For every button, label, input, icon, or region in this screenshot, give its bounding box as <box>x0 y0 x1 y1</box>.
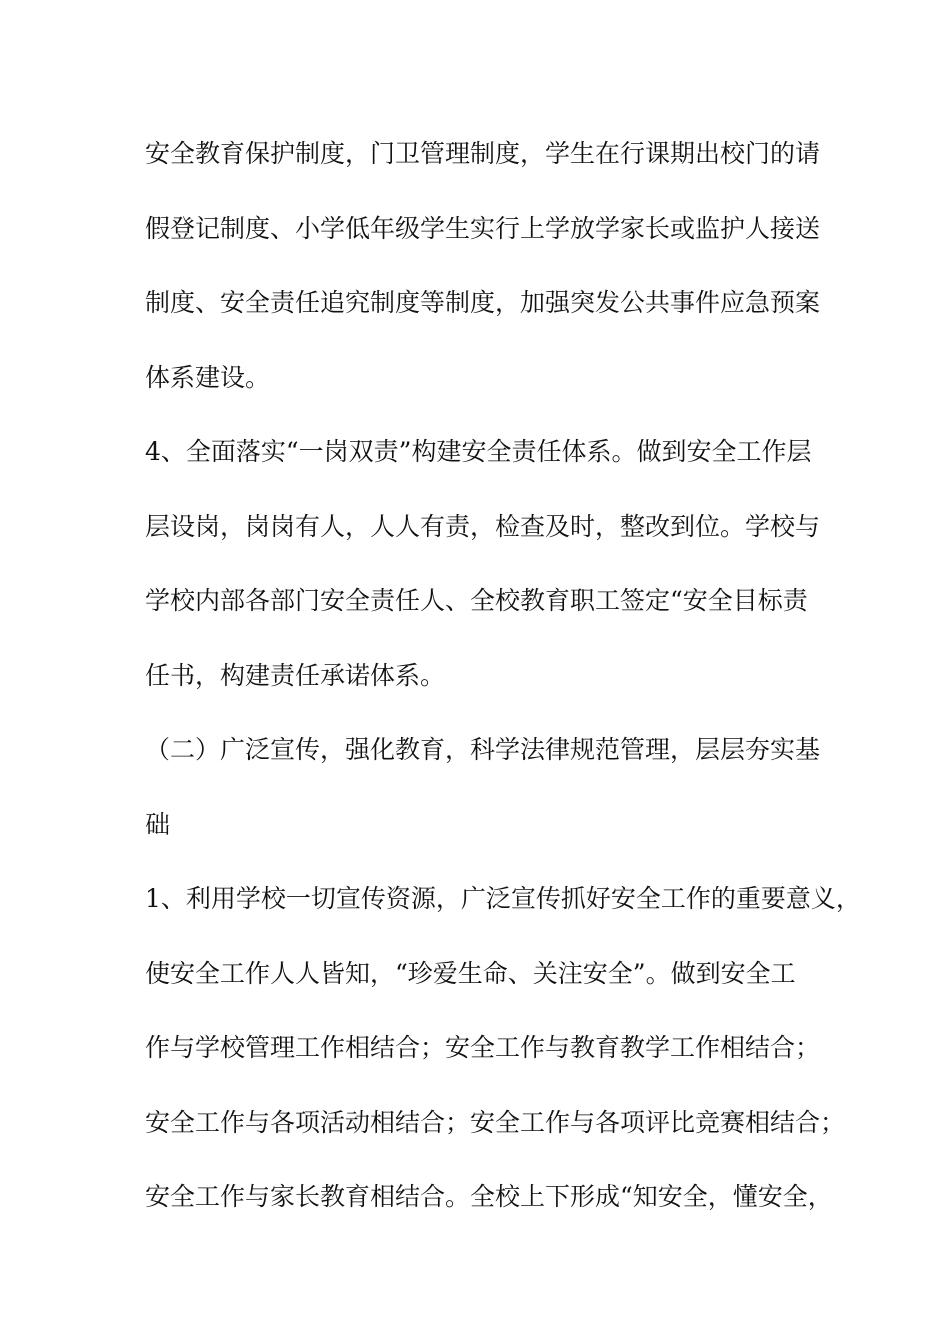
text-line-11: 1、利用学校一切宣传资源，广泛宣传抓好安全工作的重要意义， <box>145 884 861 913</box>
text-line-13: 作与学校管理工作相结合；安全工作与教育教学工作相结合； <box>145 1033 821 1062</box>
text-line-8: 任书，构建责任承诺体系。 <box>145 660 446 690</box>
text-line-7: 学校内部各部门安全责任人、全校教育职工签定“安全目标责 <box>145 586 808 615</box>
section-heading-line-1: （二）广泛宣传，强化教育，科学法律规范管理，层层夯实基 <box>145 735 821 764</box>
text-line-5: 4、全面落实“一岗双责”构建安全责任体系。做到安全工作层 <box>145 437 812 466</box>
text-line-3: 制度、安全责任追究制度等制度，加强突发公共事件应急预案 <box>145 288 821 317</box>
text-line-15: 安全工作与家长教育相结合。全校上下形成“知安全，懂安全， <box>145 1182 833 1211</box>
document-body <box>145 128 861 1246</box>
text-line-1: 安全教育保护制度，门卫管理制度，学生在行课期出校门的请 <box>145 139 821 168</box>
text-line-4: 体系建设。 <box>145 362 271 392</box>
text-line-2: 假登记制度、小学低年级学生实行上学放学家长或监护人接送 <box>145 213 821 243</box>
text-line-12: 使安全工作人人皆知，“珍爱生命、关注安全”。做到安全工 <box>145 958 796 988</box>
section-heading-line-2: 础 <box>145 809 171 839</box>
text-line-6: 层设岗，岗岗有人，人人有责，检查及时，整改到位。学校与 <box>145 511 821 541</box>
text-line-14: 安全工作与各项活动相结合；安全工作与各项评比竞赛相结合； <box>145 1107 846 1137</box>
